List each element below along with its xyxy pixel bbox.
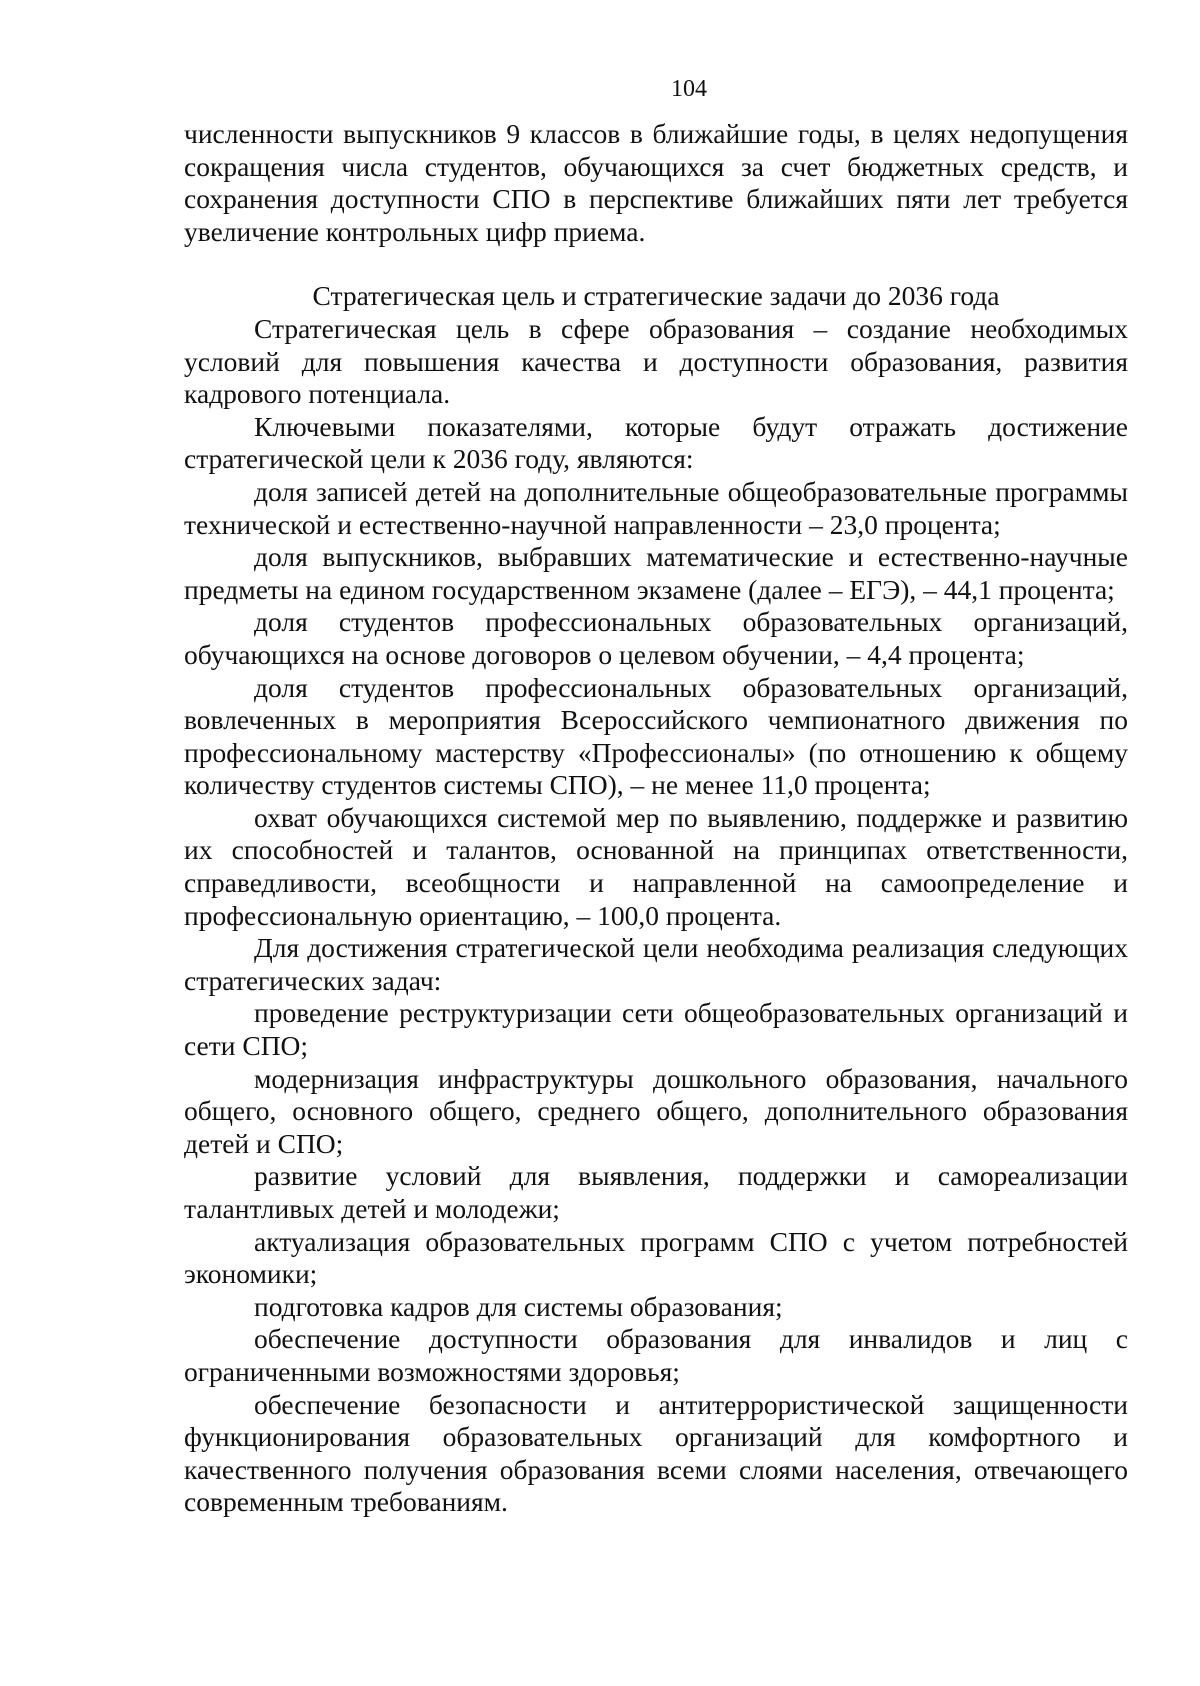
list-item-task: актуализация образовательных программ СПО с учетом потребностей экономики;: [184, 1225, 1128, 1290]
list-item-task: модернизация инфраструктуры дошкольного образования, начального общего, основного общего, среднего общего, дополнительного образования детей и СПО;: [184, 1062, 1128, 1159]
list-item-task: обеспечение доступности образования для инвалидов и лиц с ограниченными возможностями здоровья;: [184, 1323, 1128, 1387]
list-item-indicator: доля записей детей на дополнительные общеобразовательные программы технической и естественно-научной направленности – 23,0 процента;: [184, 475, 1128, 540]
document-body: [184, 118, 1128, 1519]
list-item-indicator: доля студентов профессиональных образовательных организаций, вовлеченных в мероприятия Всероссийского чемпионатного движения по профессиональному мастерству «Профессионалы» (по отношению к общему количеству студентов системы СПО), – не менее 11,0 процента;: [184, 671, 1128, 801]
list-item-task: обеспечение безопасности и антитеррористической защищенности функционирования образовательных организаций для комфортного и качественного получения образования всеми слоями населения, отвечающего современным требованиям.: [184, 1388, 1128, 1518]
paragraph-tasks-intro: Для достижения стратегической цели необходима реализация следующих стратегических задач:: [184, 932, 1128, 996]
page-number: 104: [671, 76, 707, 102]
list-item-task: проведение реструктуризации сети общеобразовательных организаций и сети СПО;: [184, 997, 1128, 1062]
paragraph-key-indicators: Ключевыми показателями, которые будут отражать достижение стратегической цели к 2036 году, являются:: [184, 410, 1128, 475]
list-item-indicator: доля студентов профессиональных образовательных организаций, обучающихся на основе договоров о целевом обучении, – 4,4 процента;: [184, 606, 1128, 670]
list-item-indicator: охват обучающихся системой мер по выявлению, поддержке и развитию их способностей и талантов, основанной на принципах ответственности, справедливости, всеобщности и направленной на самоопределение и профессиональную ориентацию, – 100,0 процента.: [184, 801, 1128, 931]
paragraph-strategic-goal: Стратегическая цель в сфере образования – создание необходимых условий для повышения качества и доступности образования, развития кадрового потенциала.: [184, 312, 1128, 410]
list-item-indicator: доля выпускников, выбравших математические и естественно-научные предметы на едином государственном экзамене (далее – ЕГЭ), – 44,1 процента;: [184, 541, 1128, 605]
list-item-task: подготовка кадров для системы образования;: [254, 1290, 783, 1322]
paragraph-continuation: численности выпускников 9 классов в ближайшие годы, в целях недопущения сокращения числа студентов, обучающихся за счет бюджетных средств, и сохранения доступности СПО в перспективе ближайших пяти лет требуется увеличение контрольных цифр приема.: [184, 118, 1128, 247]
list-item-task: развитие условий для выявления, поддержки и самореализации талантливых детей и молодежи;: [184, 1160, 1128, 1224]
section-heading: Стратегическая цель и стратегические задачи до 2036 года: [312, 280, 1000, 312]
